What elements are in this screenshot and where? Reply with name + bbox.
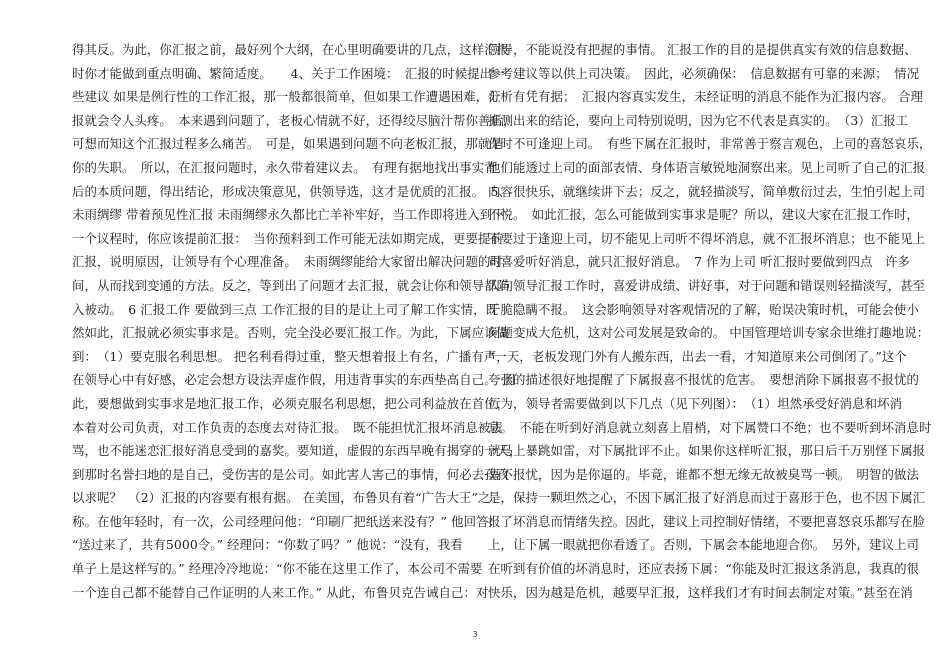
text-line: 快乐，因为越是危机，越要早汇报，这样我们才有时间去制定对策。”甚至在消 (488, 584, 913, 600)
text-line: 到： （1）要克服名利思想。 把名利看得过重，整天想着报上有名，广播有声， (72, 348, 509, 364)
text-line: 你的失职。 所以，在汇报问题时，永久带着建议去。 有理有据地找出事实背 (72, 159, 497, 175)
text-line: 称。在他年轻时，有一次，公司经理问他：“印刷厂把纸送来没有？” 他回答： (72, 513, 502, 529)
text-line: “一天，老板发现门外有人搬东西，出去一看，才知道原来公司倒闭了。”这个 (488, 348, 907, 364)
text-line: 单子上是这样写的。” 经理冷冷地说：“你不能在这里工作了，本公司不需要 (72, 561, 483, 577)
text-line: 骂，也不能迷恋汇报好消息受到的嘉奖。要知道，虚假的东西早晚有揭穿的一天， (72, 443, 522, 459)
text-line: 作时不可逢迎上司。 有些下属在汇报时，非常善于察言观色，上司的喜怒哀乐， (488, 136, 932, 152)
text-line: 参考建议等以供上司决策。 因此，必须确保： 信息数据有可靠的来源； 情况 (488, 65, 920, 81)
text-line: 以求呢？ （2）汇报的内容要有根有据。 在美国，布鲁贝有着“广告大王”之 (72, 490, 491, 506)
text-line: 他们能透过上司的面部表情、身体语言敏锐地洞察出来。见上司听了自己的汇报 (488, 159, 926, 175)
right-text-column (488, 38, 932, 618)
text-line: 间，从而找到变通的方法。反之，等到出了问题才去汇报，就会让你和领导都陷 (72, 277, 510, 293)
text-line: 分析有凭有据； 汇报内容真实发生，未经证明的消息不能作为汇报内容。 合理 (488, 89, 924, 105)
text-line: 此，要想做到实事求是地汇报工作，必须克服名利思想，把公司利益放在首位， (72, 395, 510, 411)
text-line: 不悦。 如此汇报，怎么可能做到实事求是呢？所以，建议大家在汇报工作时， (488, 207, 919, 223)
text-line: 司喜爱听好消息，就只汇报好消息。 7 作为上司 听汇报时要做到四点 许多 (488, 254, 911, 270)
text-line: 问题变成大危机，这对公司发展是致命的。 中国管理培训专家余世维打趣地说： (488, 325, 930, 341)
text-line: “送过来了，共有5000令。” 经理问：“你数了吗？” 他说：“没有，我看 (72, 537, 463, 553)
text-line: 一个连自己都不能替自己作证明的人来工作。” 从此，布鲁贝克告诫自己：对 (72, 584, 489, 600)
text-line: 未雨绸缪 带着预见性汇报 未雨绸缪永久都比亡羊补牢好，当工作即将进入到下 (72, 207, 505, 223)
text-line: 行为，领导者需要做到以下几点（见下列图）： （1）坦然承受好消息和坏消 (488, 395, 903, 411)
text-line: 入被动。 6 汇报工作 要做到三点 工作汇报的目的是让上司了解工作实情，既 (72, 301, 499, 317)
text-line: 到那时名誉扫地的是自己，受伤害的是公司。如此害人害己的事情，何必去孜孜 (72, 466, 510, 482)
page-number: 3 (472, 630, 478, 639)
text-line: 是，保持一颗坦然之心，不因下属汇报了好消息而过于喜形于色，也不因下属汇 (488, 490, 926, 506)
text-line: 可想而知这个汇报过程多么痛苦。 可是，如果遇到问题不向老板汇报，那就是 (72, 136, 503, 152)
text-line: 息。 不能在听到好消息就立刻喜上眉梢，对下属赞口不绝；也不要听到坏消息时 (488, 419, 932, 435)
text-line: 报了坏消息而情绪失控。因此，建议上司控制好情绪，不要把喜怒哀乐都写在脸 (488, 513, 926, 529)
text-line: 一个议程时，你应该提前汇报： 当你预料到工作可能无法如期完成，更要提前 (72, 230, 503, 246)
text-line: 在领导心中有好感，必定会想方设法弄虚作假，用违背事实的东西垫高自己。 因 (72, 372, 516, 388)
text-line: 领导，不能说没有把握的事情。 汇报工作的目的是提供真实有效的信息数据、 (488, 42, 917, 57)
text-line: 然如此，汇报就必须实事求是。否则，完全没必要汇报工作。为此，下属应该做 (72, 325, 510, 341)
text-line: 推测出来的结论，要向上司特别说明，因为它不代表是真实的。 （3）汇报工 (488, 112, 909, 128)
text-line: 就马上暴跳如雷，对下属批评不止。如果你这样听汇报，那日后千万别怪下属报 (488, 443, 926, 459)
left-text-column (72, 38, 522, 618)
text-line: 人向领导汇报工作时，喜爱讲成绩、讲好事，对于问题和错误则轻描淡写，甚至 (488, 277, 926, 293)
text-line: 内容很快乐，就继续讲下去；反之，就轻描淡写，简单敷衍过去，生怕引起上司 (488, 183, 926, 199)
text-line: 本着对公司负责，对工作负责的态度去对待汇报。 既不能担忧汇报坏消息被责 (72, 419, 503, 435)
text-line: 时你才能做到重点明确、繁简适度。 4、关于工作困境： 汇报的时候提出一 (72, 65, 505, 81)
text-line: 喜不报忧，因为是你逼的。毕竟，谁都不想无缘无故被臭骂一顿。 明智的做法 (488, 466, 919, 482)
text-line: 在听到有价值的坏消息时，还应表扬下属：“你能及时汇报这条消息，我真的很 (488, 561, 920, 577)
text-line: 夸张的描述很好地提醒了下属报喜不报忧的危害。 要想消除下属报喜不报忧的 (488, 372, 919, 388)
text-line: 些建议 如果是例行性的工作汇报，那一般都很简单，但如果工作遭遇困难，汇 (72, 89, 501, 105)
text-line: 后的本质问题，得出结论，形成决策意见，供领导选，这才是优质的汇报。 5、 (72, 183, 511, 199)
text-line: 干脆隐瞒不报。 这会影响领导对客观情况的了解，贻误决策时机，可能会使小 (488, 301, 919, 317)
text-line: 报就会令人头疼。 本来遇到问题了，老板心情就不好，还得绞尽脑汁帮你善后， (72, 112, 516, 128)
text-line: 不要过于逢迎上司，切不能见上司听不得坏消息，就不汇报坏消息；也不能见上 (488, 230, 926, 246)
text-line: 得其反。为此，你汇报之前，最好列个大纲，在心里明确要讲的几点，这样汇报 (72, 42, 510, 57)
text-line: 汇报，说明原因，让领导有个心理准备。 未雨绸缪能给大家留出解决问题的时 (72, 254, 503, 270)
text-line: 上，让下属一眼就把你看透了。否则，下属会本能地迎合你。 另外，建议上司 (488, 537, 919, 553)
